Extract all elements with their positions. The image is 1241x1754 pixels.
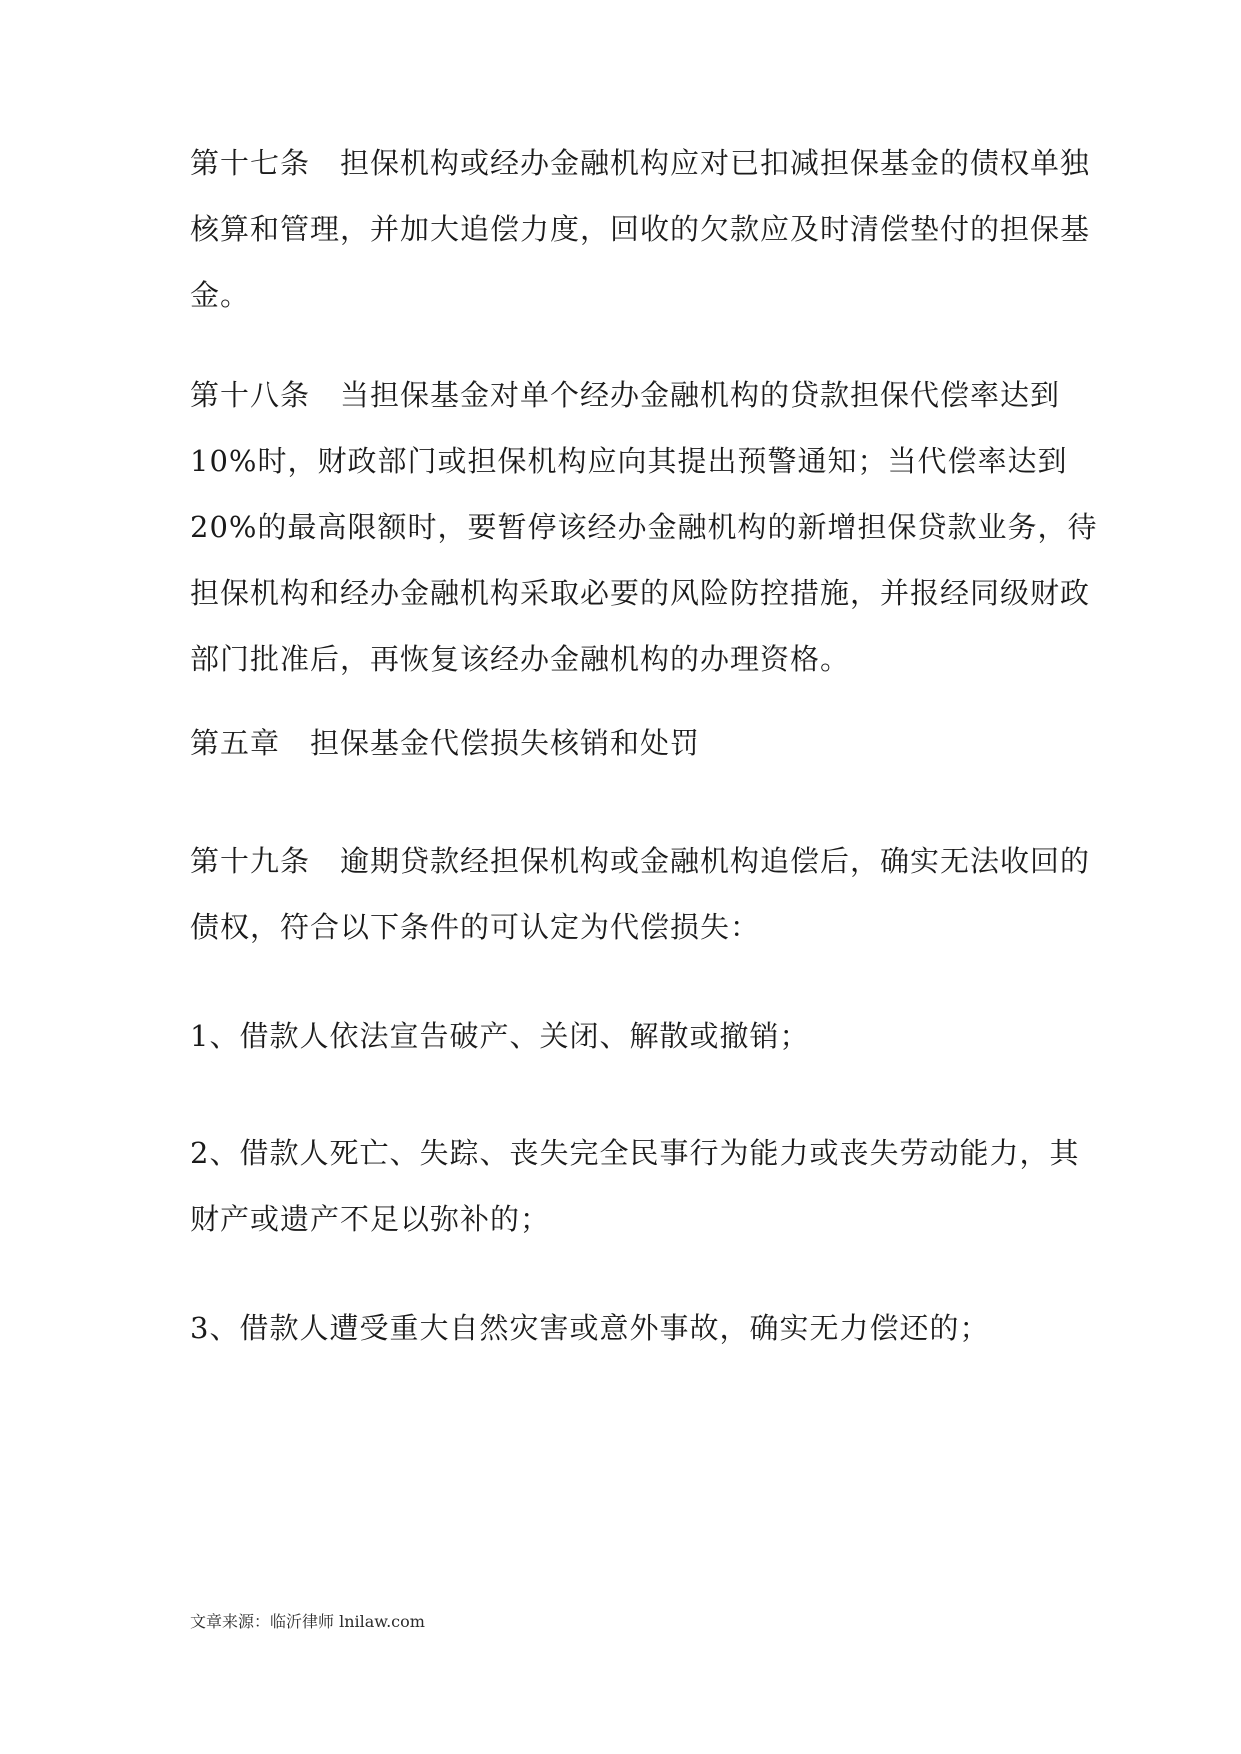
article-18 xyxy=(190,362,1098,692)
article-17-line-1 xyxy=(190,130,1091,196)
article-19-line-2: 债权，符合以下条件的可认定为代偿损失： xyxy=(190,910,761,944)
article-17-heading: 第十七条 xyxy=(190,146,311,180)
item-2-line-1: 2、借款人死亡、失踪、丧失完全民事行为能力或丧失劳动能力，其 xyxy=(190,1136,1080,1170)
chapter-5-heading: 第五章 xyxy=(190,726,281,760)
article-17-line-3: 金。 xyxy=(190,278,251,312)
article-18-line-2: 10%时，财政部门或担保机构应向其提出预警通知；当代偿率达到 xyxy=(190,444,1068,478)
article-18-text-1: 当担保基金对单个经办金融机构的贷款担保代偿率达到 xyxy=(340,378,1061,412)
item-2 xyxy=(190,1120,1080,1252)
item-1 xyxy=(190,1003,1070,1069)
article-17-line-2: 核算和管理，并加大追偿力度，回收的欠款应及时清偿垫付的担保基 xyxy=(190,212,1091,246)
item-3-line-1: 3、借款人遭受重大自然灾害或意外事故，确实无力偿还的； xyxy=(190,1311,990,1345)
article-17-text-1: 担保机构或经办金融机构应对已扣减担保基金的债权单独 xyxy=(340,146,1091,180)
source-footer: 文章来源：临沂律师 lnilaw.com xyxy=(190,1612,425,1631)
chapter-5-title: 担保基金代偿损失核销和处罚 xyxy=(310,726,701,760)
item-3 xyxy=(190,1295,1070,1361)
chapter-5 xyxy=(190,710,1070,776)
article-17 xyxy=(190,130,1091,328)
article-19-line-1 xyxy=(190,828,1091,894)
article-18-line-1 xyxy=(190,362,1070,428)
article-19-heading: 第十九条 xyxy=(190,844,311,878)
article-18-line-5: 部门批准后，再恢复该经办金融机构的办理资格。 xyxy=(190,642,851,676)
article-19 xyxy=(190,828,1091,960)
article-19-text-1: 逾期贷款经担保机构或金融机构追偿后，确实无法收回的 xyxy=(340,844,1091,878)
chapter-5-line xyxy=(190,710,1070,776)
article-18-line-3: 20%的最高限额时，要暂停该经办金融机构的新增担保贷款业务，待 xyxy=(190,510,1098,544)
article-18-line-4: 担保机构和经办金融机构采取必要的风险防控措施，并报经同级财政 xyxy=(190,576,1091,610)
article-18-heading: 第十八条 xyxy=(190,378,311,412)
item-2-line-2: 财产或遗产不足以弥补的； xyxy=(190,1202,551,1236)
item-1-line-1: 1、借款人依法宣告破产、关闭、解散或撤销； xyxy=(190,1019,810,1053)
